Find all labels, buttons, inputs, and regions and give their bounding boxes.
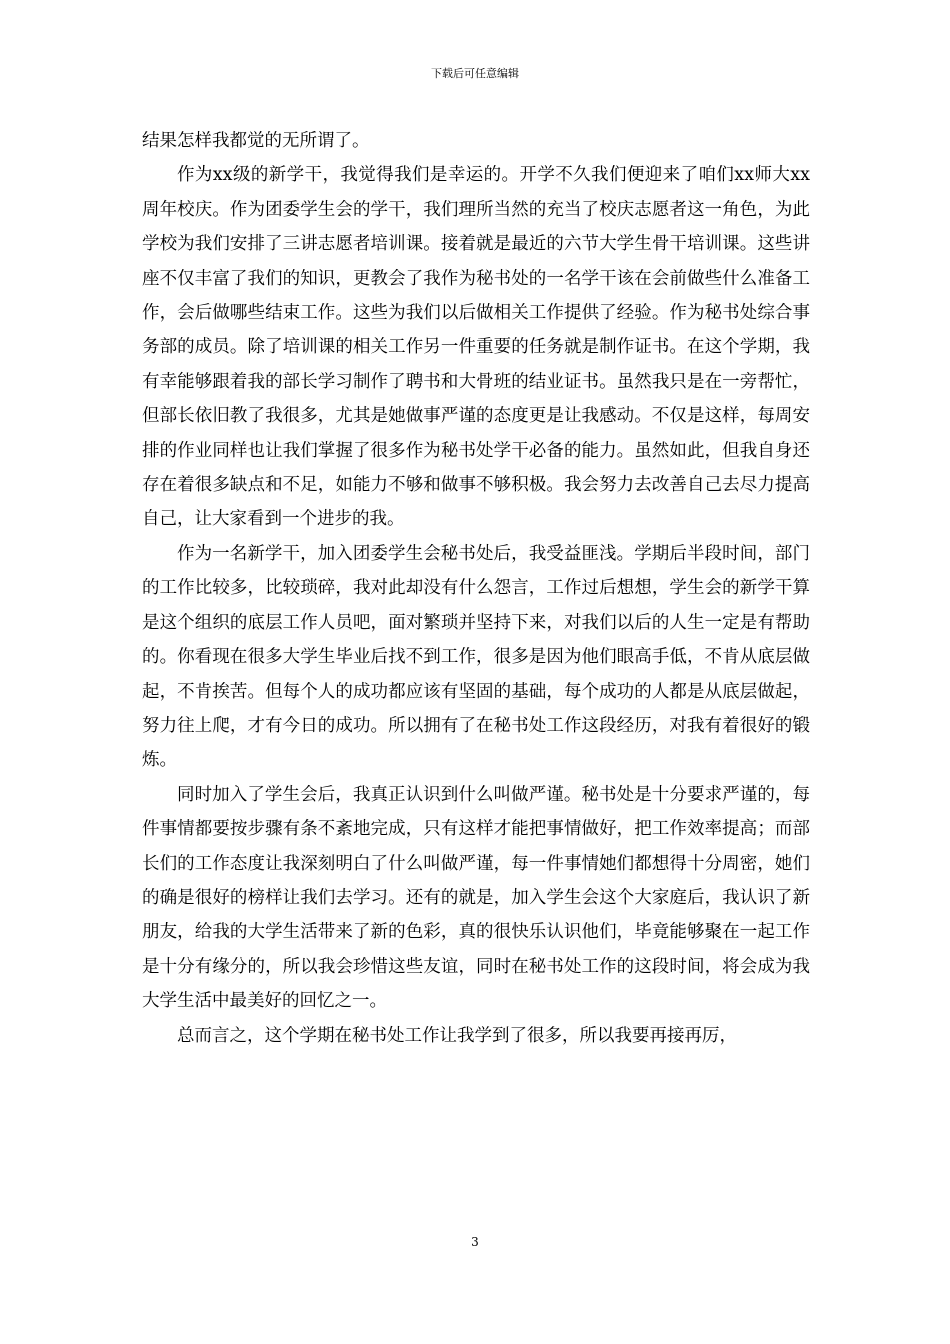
paragraph-4: 同时加入了学生会后，我真正认识到什么叫做严谨。秘书处是十分要求严谨的，每件事情都要按步骤有条不紊地完成，只有这样才能把事情做好，把工作效率提高；而部长们的工作态度让我深刻明白了什么叫做严谨，每一件事情她们都想得十分周密，她们的确是很好的榜样让我们去学习。还有的就是，加入学生会这个大家庭后，我认识了新朋友，给我的大学生活带来了新的色彩，真的很快乐认识他们，毕竟能够聚在一起工作是十分有缘分的，所以我会珍惜这些友谊，同时在秘书处工作的这段时间，将会成为我大学生活中最美好的回忆之一。 xyxy=(142,784,810,1012)
paragraph-2: 作为xx级的新学干，我觉得我们是幸运的。开学不久我们便迎来了咱们xx师大xx周年校庆。作为团委学生会的学干，我们理所当然的充当了校庆志愿者这一角色，为此学校为我们安排了三讲志愿者培训课。接着就是最近的六节大学生骨干培训课。这些讲座不仅丰富了我们的知识，更教会了我作为秘书处的一名学干该在会前做些什么准备工作，会后做哪些结束工作。这些为我们以后做相关工作提供了经验。作为秘书处综合事务部的成员。除了培训课的相关工作另一件重要的任务就是制作证书。在这个学期，我有幸能够跟着我的部长学习制作了聘书和大骨班的结业证书。虽然我只是在一旁帮忙，但部长依旧教了我很多，尤其是她做事严谨的态度更是让我感动。不仅是这样，每周安排的作业同样也让我们掌握了很多作为秘书处学干必备的能力。虽然如此，但我自身还存在着很多缺点和不足，如能力不够和做事不够积极。我会努力去改善自己去尽力提高自己，让大家看到一个进步的我。 xyxy=(142,165,810,530)
page-header: 下载后可任意编辑 xyxy=(431,67,519,80)
paragraph-5: 总而言之，这个学期在秘书处工作让我学到了很多，所以我要再接再厉， xyxy=(177,1025,737,1046)
document-body xyxy=(142,124,810,1053)
page-number: 3 xyxy=(471,1235,479,1249)
paragraph-1: 结果怎样我都觉的无所谓了。 xyxy=(142,131,370,151)
paragraph-3: 作为一名新学干，加入团委学生会秘书处后，我受益匪浅。学期后半段时间，部门的工作比较多，比较琐碎，我对此却没有什么怨言，工作过后想想，学生会的新学干算是这个组织的底层工作人员吧，面对繁琐并坚持下来，对我们以后的人生一定是有帮助的。你看现在很多大学生毕业后找不到工作，很多是因为他们眼高手低，不肯从底层做起，不肯挨苦。但每个人的成功都应该有坚固的基础，每个成功的人都是从底层做起，努力往上爬，才有今日的成功。所以拥有了在秘书处工作这段经历，对我有着很好的锻炼。 xyxy=(142,543,810,771)
